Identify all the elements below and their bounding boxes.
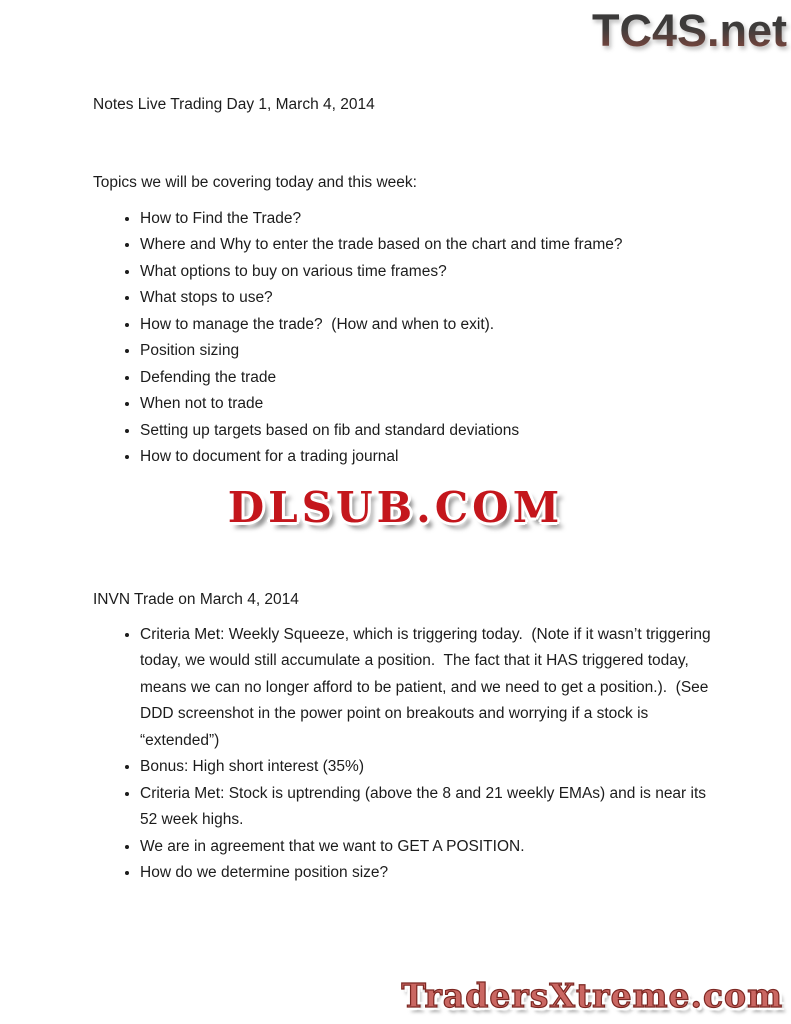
- topics-heading: Topics we will be covering today and this week:: [93, 174, 417, 191]
- invn-item: • Bonus: High short interest (35%): [140, 754, 718, 780]
- topic-item: • How to Find the Trade?: [140, 206, 733, 232]
- topic-item: • How to document for a trading journal: [140, 444, 733, 470]
- invn-item: • Criteria Met: Stock is uptrending (above the 8 and 21 weekly EMAs) and is near its 52 week highs.: [140, 781, 718, 834]
- topic-item: • What stops to use?: [140, 285, 733, 311]
- topic-item: • Defending the trade: [140, 365, 733, 391]
- topic-item: • Setting up targets based on fib and standard deviations: [140, 418, 733, 444]
- invn-list: [93, 622, 718, 887]
- invn-item: • Criteria Met: Weekly Squeeze, which is triggering today. (Note if it wasn’t triggering today, we would still accumulate a position. The fact that it HAS triggered today, means we can no longer afford to be patient, and we need to get a position.). (See DDD screenshot in the power point on breakouts and worrying if a stock is “extended”): [140, 622, 718, 754]
- page-title: Notes Live Trading Day 1, March 4, 2014: [93, 96, 375, 113]
- topic-item: • When not to trade: [140, 391, 733, 417]
- tc4s-logo: TC4S.net: [591, 5, 787, 56]
- dlsub-watermark-banner: DLSUB.COM: [227, 483, 564, 532]
- topic-item: • How to manage the trade? (How and when to exit).: [140, 312, 733, 338]
- invn-section-heading: INVN Trade on March 4, 2014: [93, 591, 299, 608]
- topic-item: • What options to buy on various time frames?: [140, 259, 733, 285]
- topic-item: • Position sizing: [140, 338, 733, 364]
- invn-item: • How do we determine position size?: [140, 860, 718, 886]
- topic-item: • Where and Why to enter the trade based on the chart and time frame?: [140, 232, 733, 258]
- topics-list: [93, 206, 733, 471]
- invn-item: • We are in agreement that we want to GET A POSITION.: [140, 834, 718, 860]
- tradersxtreme-logo: TradersXtreme.com: [401, 976, 783, 1015]
